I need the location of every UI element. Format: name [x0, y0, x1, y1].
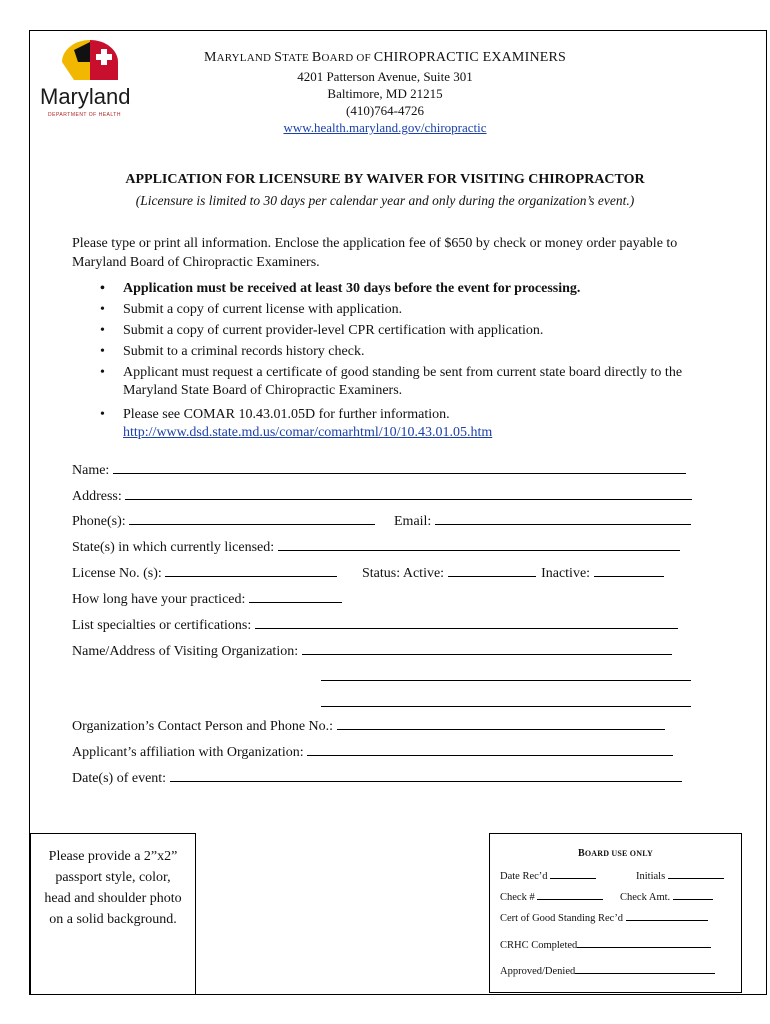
dates-label: Date(s) of event:: [72, 771, 167, 786]
date-recd-row: [500, 869, 596, 882]
email-field-row: [394, 512, 691, 530]
approved-line[interactable]: [575, 964, 715, 974]
instructions-paragraph: Please type or print all information. Enclose the application fee of $650 by check or money order payable to Maryland Board of Chiropractic Examiners.: [72, 236, 678, 270]
states-label: State(s) in which currently licensed:: [72, 540, 275, 555]
active-input-line[interactable]: [448, 564, 536, 577]
photo-instruction-line: head and shoulder photo: [44, 891, 182, 906]
requirements-list: [96, 280, 696, 445]
inactive-label: Inactive:: [541, 566, 591, 581]
approved-row: [500, 964, 715, 977]
contact-field-row: [72, 717, 665, 735]
license-field-row: [72, 564, 337, 582]
photo-instruction-line: on a solid background.: [49, 912, 177, 927]
board-use-only-box: [489, 833, 742, 993]
license-input-line[interactable]: [165, 564, 337, 577]
specialties-field-row: [72, 616, 678, 634]
date-recd-label: Date Rec’d: [500, 871, 548, 882]
status-field-row: [362, 564, 664, 582]
specialties-label: List specialties or certifications:: [72, 618, 252, 633]
check-no-line[interactable]: [537, 890, 603, 900]
list-item: • Application must be received at least 30 days before the event for processing.: [96, 280, 696, 298]
application-subtitle: (Licensure is limited to 30 days per calendar year and only during the organization’s event.): [135, 193, 635, 208]
name-input-line[interactable]: [113, 461, 686, 474]
logo-subtext: DEPARTMENT OF HEALTH: [48, 112, 121, 118]
contact-label: Organization’s Contact Person and Phone No.:: [72, 719, 334, 734]
check-amt-row: [620, 890, 713, 903]
list-item: • Submit a copy of current license with application.: [96, 301, 696, 319]
crhc-line[interactable]: [577, 938, 711, 948]
affiliation-input-line[interactable]: [307, 743, 673, 756]
name-label: Name:: [72, 463, 110, 478]
inactive-input-line[interactable]: [594, 564, 664, 577]
comar-link[interactable]: http://www.dsd.state.md.us/comar/comarhtml/10/10.43.01.05.htm: [123, 425, 493, 440]
list-item-comar: • Please see COMAR 10.43.01.05D for further information. http://www.dsd.state.md.us/comar/comarhtml/10/10.43.01.05.htm: [96, 406, 696, 442]
practiced-label: How long have your practiced:: [72, 592, 246, 607]
active-label: Active:: [402, 566, 445, 581]
license-label: License No. (s):: [72, 566, 162, 581]
phones-label: Phone(s):: [72, 514, 126, 529]
states-field-row: [72, 538, 680, 556]
list-item: • Submit a copy of current provider-level CPR certification with application.: [96, 322, 696, 340]
photo-instruction-line: Please provide a 2”x2”: [48, 849, 178, 864]
org-address-label: Name/Address of Visiting Organization:: [72, 644, 299, 659]
cert-line[interactable]: [626, 911, 708, 921]
check-no-label: Check #: [500, 892, 535, 903]
application-title: APPLICATION FOR LICENSURE BY WAIVER FOR VISITING CHIROPRACTOR: [125, 172, 645, 187]
crhc-row: [500, 938, 711, 951]
board-title: MARYLAND STATE BOARD OF CHIROPRACTIC EXAMINERS: [203, 50, 567, 65]
org-address-input-line-1[interactable]: [302, 642, 672, 655]
practiced-input-line[interactable]: [249, 590, 342, 603]
board-website-container: [140, 119, 630, 136]
initials-line[interactable]: [668, 869, 724, 879]
org-address-line-3-row: [321, 694, 691, 712]
email-label: Email:: [394, 514, 432, 529]
cert-label: Cert of Good Standing Rec’d: [500, 913, 624, 924]
specialties-input-line[interactable]: [255, 616, 678, 629]
board-use-title: BOARD USE ONLY: [578, 848, 653, 859]
org-address-field-row: [72, 642, 672, 660]
board-address-line1: 4201 Patterson Avenue, Suite 301: [297, 69, 473, 84]
org-address-input-line-2[interactable]: [321, 668, 691, 681]
org-address-input-line-3[interactable]: [321, 694, 691, 707]
photo-instruction-line: passport style, color,: [55, 870, 171, 885]
board-address-line2: Baltimore, MD 21215: [327, 86, 443, 101]
contact-input-line[interactable]: [337, 717, 665, 730]
logo-wordmark: Maryland: [40, 84, 131, 109]
maryland-logo: [40, 40, 144, 120]
crhc-label: CRHC Completed: [500, 940, 578, 951]
address-field-row: [72, 487, 692, 505]
dates-input-line[interactable]: [170, 769, 682, 782]
practiced-field-row: [72, 590, 342, 608]
board-website-link[interactable]: www.health.maryland.gov/chiropractic: [283, 120, 487, 135]
board-phone: (410)764-4726: [346, 103, 424, 118]
phones-input-line[interactable]: [129, 512, 375, 525]
initials-label: Initials: [636, 871, 666, 882]
dates-field-row: [72, 769, 682, 787]
check-amt-label: Check Amt.: [620, 892, 671, 903]
approved-label: Approved/Denied: [500, 966, 576, 977]
affiliation-field-row: [72, 743, 673, 761]
email-input-line[interactable]: [435, 512, 691, 525]
check-amt-line[interactable]: [673, 890, 713, 900]
check-no-row: [500, 890, 603, 903]
name-field-row: [72, 461, 686, 479]
cert-row: [500, 911, 708, 924]
photo-placeholder-box[interactable]: [30, 833, 196, 995]
status-label: Status:: [362, 566, 401, 581]
list-item: • Applicant must request a certificate of good standing be sent from current state board directly to the Maryland State Board of Chiropractic Examiners.: [96, 364, 696, 400]
org-address-line-2-row: [321, 668, 691, 686]
address-label: Address:: [72, 489, 122, 504]
address-input-line[interactable]: [125, 487, 692, 500]
list-item: • Submit to a criminal records history check.: [96, 343, 696, 361]
affiliation-label: Applicant’s affiliation with Organization:: [72, 745, 304, 760]
states-input-line[interactable]: [278, 538, 680, 551]
initials-row: [636, 869, 724, 882]
date-recd-line[interactable]: [550, 869, 596, 879]
maryland-flag-icon: [60, 40, 120, 84]
phone-field-row: [72, 512, 375, 530]
